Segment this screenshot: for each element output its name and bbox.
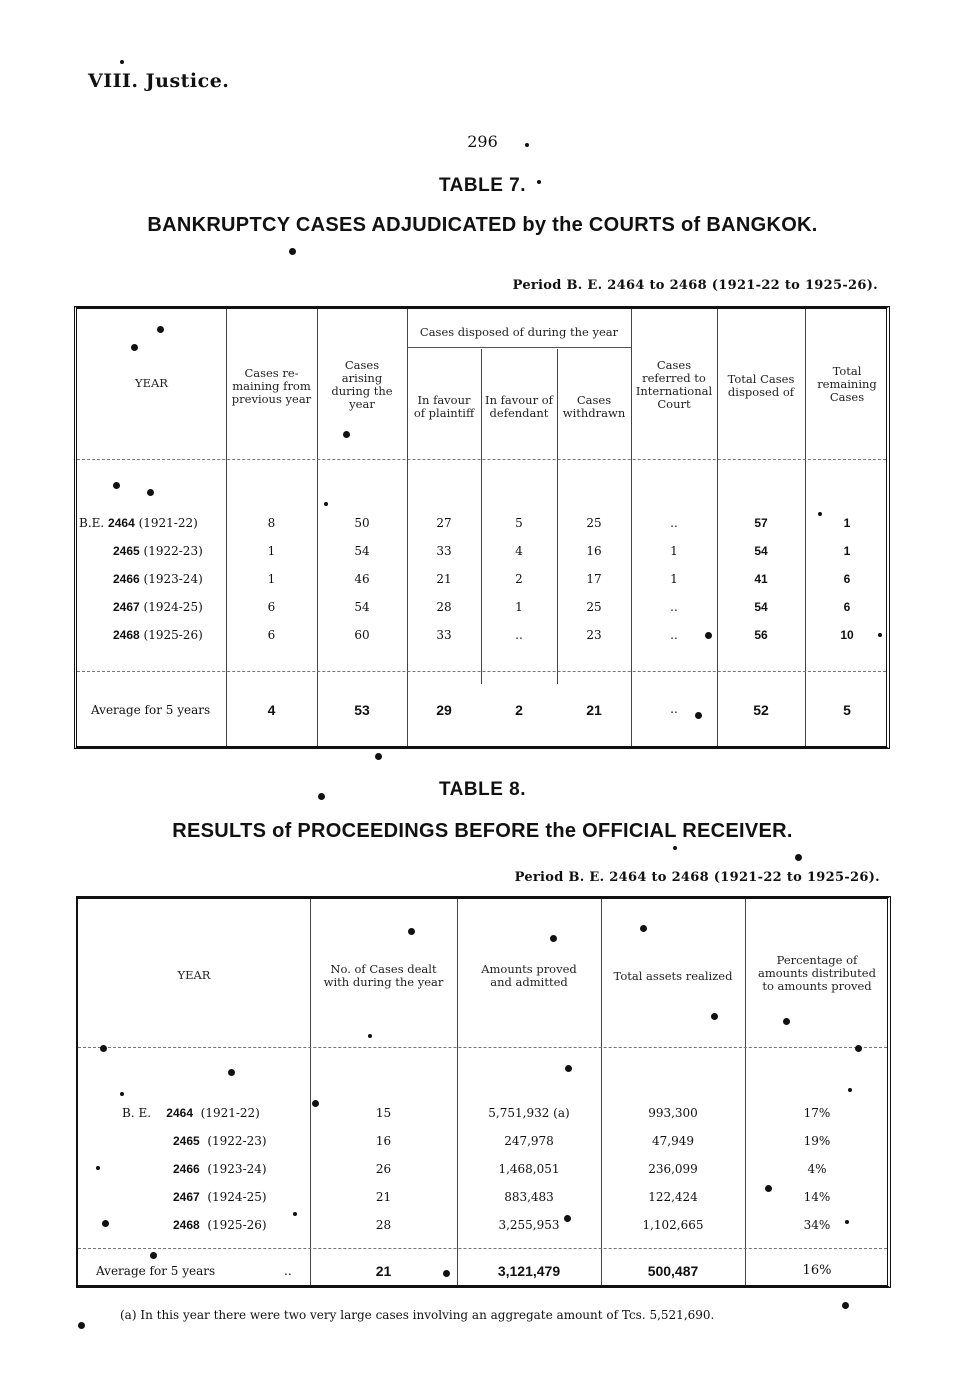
cell-international: ..: [670, 516, 678, 530]
cell-international: 1: [670, 544, 678, 558]
cell-total-disposed: 54: [754, 600, 768, 614]
col-header-year: YEAR: [135, 376, 168, 390]
header-rule: [77, 459, 886, 460]
scan-speck: [565, 1065, 572, 1072]
scan-speck: [157, 326, 164, 333]
cell-withdrawn: 23: [586, 628, 602, 642]
col-header-international: Cases referred to International Court: [635, 358, 713, 411]
row-year-ad: (1923-24): [143, 572, 203, 586]
table8-label: TABLE 8.: [438, 779, 527, 800]
scan-speck: [120, 60, 124, 64]
col-header-total-remaining: Total remaining Cases: [817, 364, 877, 404]
col-header-disposed-group: Cases disposed of during the year: [419, 325, 619, 339]
cell-cases: 28: [375, 1218, 392, 1232]
cell-remaining-prev: 6: [267, 628, 276, 642]
scan-speck: [818, 512, 822, 516]
scan-speck: [564, 1215, 571, 1222]
col-header-assets: Total assets realized: [613, 969, 733, 983]
table7-label: TABLE 7.: [438, 175, 527, 196]
cell-total-disposed: 56: [754, 628, 768, 642]
cell-assets: 122,424: [648, 1190, 698, 1204]
table8: [76, 896, 891, 1288]
cell-total-remaining: 1: [843, 544, 851, 558]
cell-remaining-prev: 6: [267, 600, 276, 614]
scan-speck: [100, 1045, 107, 1052]
cell-total-remaining: 1: [843, 516, 851, 530]
cell-total-remaining: 6: [843, 600, 851, 614]
row-year-ad: (1922-23): [143, 544, 203, 558]
cell-cases: 26: [375, 1162, 392, 1176]
col-header-percentage: Percentage of amounts distributed to amounts proved: [758, 953, 876, 993]
avg-remaining-prev: 4: [267, 702, 276, 718]
col-header-withdrawn: Cases withdrawn: [562, 393, 626, 420]
avg-assets: 500,487: [647, 1263, 699, 1279]
row-year-be: 2466: [173, 1162, 200, 1176]
scan-speck: [289, 248, 296, 255]
cell-arising: 60: [354, 628, 370, 642]
scan-speck: [640, 925, 647, 932]
cell-plaintiff: 33: [436, 628, 452, 642]
avg-total-remaining: 5: [843, 702, 851, 718]
scan-speck: [120, 1092, 124, 1096]
scan-speck: [150, 1252, 157, 1259]
cell-defendant: 5: [515, 516, 523, 530]
col-header-defendant: In favour of defendant: [485, 393, 553, 420]
scan-speck: [113, 482, 120, 489]
row-year-be: 2468: [173, 1218, 200, 1232]
row-year-ad: (1924-25): [143, 600, 203, 614]
scan-speck: [765, 1185, 772, 1192]
cell-assets: 236,099: [648, 1162, 698, 1176]
row-year-ad: (1923-24): [207, 1162, 267, 1176]
avg-total-disposed: 52: [753, 702, 769, 718]
cell-total-disposed: 54: [754, 544, 768, 558]
row-prefix: B. E.: [122, 1106, 152, 1120]
scan-speck: [368, 1034, 372, 1038]
cell-cases: 16: [375, 1134, 392, 1148]
col-header-remaining-prev: Cases re- maining from previous year: [231, 366, 312, 406]
scan-speck: [443, 1270, 450, 1277]
scan-speck: [102, 1220, 109, 1227]
cell-defendant: 2: [515, 572, 523, 586]
row-year-be: 2466: [113, 572, 140, 586]
avg-withdrawn: 21: [586, 702, 602, 718]
scan-speck: [312, 1100, 319, 1107]
cell-remaining-prev: 8: [267, 516, 276, 530]
scan-speck: [783, 1018, 790, 1025]
row-year-ad: (1924-25): [207, 1190, 267, 1204]
row-prefix: B.E.: [79, 516, 105, 530]
average-rule: [77, 671, 886, 672]
scan-speck: [131, 344, 138, 351]
scan-speck: [525, 143, 529, 147]
cell-amounts: 247,978: [504, 1134, 554, 1148]
average-label: Average for 5 years: [91, 703, 211, 717]
table7: [74, 306, 890, 749]
scan-speck: [96, 1166, 100, 1170]
col-header-arising: Cases arising during the year: [331, 358, 393, 411]
scan-speck: [845, 1220, 849, 1224]
header-rule: [78, 1047, 887, 1048]
cell-percentage: 4%: [807, 1162, 827, 1176]
cell-total-remaining: 6: [843, 572, 851, 586]
scan-speck: [711, 1013, 718, 1020]
row-year-ad: (1921-22): [138, 516, 198, 530]
cell-plaintiff: 27: [436, 516, 452, 530]
avg-cases: 21: [375, 1263, 392, 1279]
scan-speck: [550, 935, 557, 942]
cell-arising: 50: [354, 516, 370, 530]
cell-arising: 54: [354, 600, 370, 614]
average-rule: [78, 1248, 887, 1249]
row-year-be: 2464: [108, 516, 135, 530]
cell-amounts: 3,255,953: [498, 1218, 560, 1232]
group-rule: [407, 347, 631, 348]
cell-withdrawn: 16: [586, 544, 602, 558]
cell-defendant: 4: [515, 544, 523, 558]
scan-speck: [842, 1302, 849, 1309]
cell-assets: 47,949: [652, 1134, 694, 1148]
scan-speck: [228, 1069, 235, 1076]
cell-arising: 54: [354, 544, 370, 558]
row-year-ad: (1921-22): [200, 1106, 260, 1120]
scan-speck: [795, 854, 802, 861]
row-year-be: 2468: [113, 628, 140, 642]
scan-speck: [375, 753, 382, 760]
row-year-ad: (1922-23): [207, 1134, 267, 1148]
cell-defendant: ..: [515, 628, 523, 642]
cell-cases: 15: [375, 1106, 392, 1120]
cell-plaintiff: 33: [436, 544, 452, 558]
scan-speck: [878, 633, 882, 637]
scan-speck: [848, 1088, 852, 1092]
scan-speck: [673, 846, 677, 850]
scan-speck: [324, 502, 328, 506]
col-header-year: YEAR: [177, 968, 211, 982]
table8-title: RESULTS of PROCEEDINGS BEFORE the OFFICIAL RECEIVER.: [172, 820, 793, 842]
scan-speck: [855, 1045, 862, 1052]
row-year-be: 2465: [113, 544, 140, 558]
cell-plaintiff: 28: [436, 600, 452, 614]
cell-cases: 21: [375, 1190, 392, 1204]
cell-percentage: 17%: [803, 1106, 831, 1120]
col-header-amounts: Amounts proved and admitted: [481, 962, 577, 989]
avg-percentage: 16%: [802, 1263, 832, 1278]
scan-speck: [695, 712, 702, 719]
cell-arising: 46: [354, 572, 370, 586]
cell-plaintiff: 21: [436, 572, 452, 586]
section-heading: VIII. Justice.: [88, 70, 230, 92]
table7-period: Period B. E. 2464 to 2468 (1921-22 to 1925-26).: [512, 278, 878, 293]
cell-amounts: 5,751,932 (a): [488, 1106, 570, 1120]
row-year-ad: (1925-26): [207, 1218, 267, 1232]
row-year-ad: (1925-26): [143, 628, 203, 642]
footnote: (a) In this year there were two very large cases involving an aggregate amount of Tcs. 5,521,690.: [120, 1308, 715, 1322]
avg-international: ..: [670, 702, 678, 716]
col-header-total-disposed: Total Cases disposed of: [727, 372, 795, 399]
row-year-be: 2465: [173, 1134, 200, 1148]
row-year-be: 2467: [173, 1190, 200, 1204]
table7-title: BANKRUPTCY CASES ADJUDICATED by the COURTS of BANGKOK.: [147, 214, 818, 236]
cell-percentage: 19%: [803, 1134, 831, 1148]
cell-withdrawn: 25: [586, 600, 602, 614]
cell-total-disposed: 41: [754, 572, 768, 586]
cell-withdrawn: 25: [586, 516, 602, 530]
cell-assets: 993,300: [648, 1106, 698, 1120]
cell-international: ..: [670, 600, 678, 614]
scan-speck: [343, 431, 350, 438]
cell-international: ..: [670, 628, 678, 642]
cell-remaining-prev: 1: [267, 572, 276, 586]
col-header-plaintiff: In favour of plaintiff: [413, 393, 475, 420]
scan-speck: [147, 489, 154, 496]
scan-speck: [293, 1212, 297, 1216]
avg-defendant: 2: [515, 702, 523, 718]
scan-speck: [318, 793, 325, 800]
cell-total-disposed: 57: [754, 516, 768, 530]
scan-speck: [78, 1322, 85, 1329]
col-header-cases: No. of Cases dealt with during the year: [323, 962, 444, 989]
cell-assets: 1,102,665: [642, 1218, 704, 1232]
scan-speck: [537, 180, 541, 184]
average-dots: ..: [284, 1264, 292, 1278]
row-year-be: 2464: [166, 1106, 193, 1120]
cell-withdrawn: 17: [586, 572, 602, 586]
cell-percentage: 34%: [803, 1218, 831, 1232]
cell-amounts: 883,483: [504, 1190, 554, 1204]
table8-period: Period B. E. 2464 to 2468 (1921-22 to 1925-26).: [514, 870, 880, 885]
cell-percentage: 14%: [803, 1190, 831, 1204]
row-year-be: 2467: [113, 600, 140, 614]
cell-international: 1: [670, 572, 678, 586]
avg-amounts: 3,121,479: [497, 1263, 561, 1279]
scan-speck: [408, 928, 415, 935]
cell-total-remaining: 10: [840, 628, 854, 642]
cell-remaining-prev: 1: [267, 544, 276, 558]
avg-plaintiff: 29: [436, 702, 452, 718]
avg-arising: 53: [354, 702, 370, 718]
page-number: 296: [467, 132, 498, 151]
scan-speck: [705, 632, 712, 639]
cell-defendant: 1: [515, 600, 523, 614]
cell-amounts: 1,468,051: [498, 1162, 560, 1176]
average-label: Average for 5 years: [96, 1264, 216, 1278]
